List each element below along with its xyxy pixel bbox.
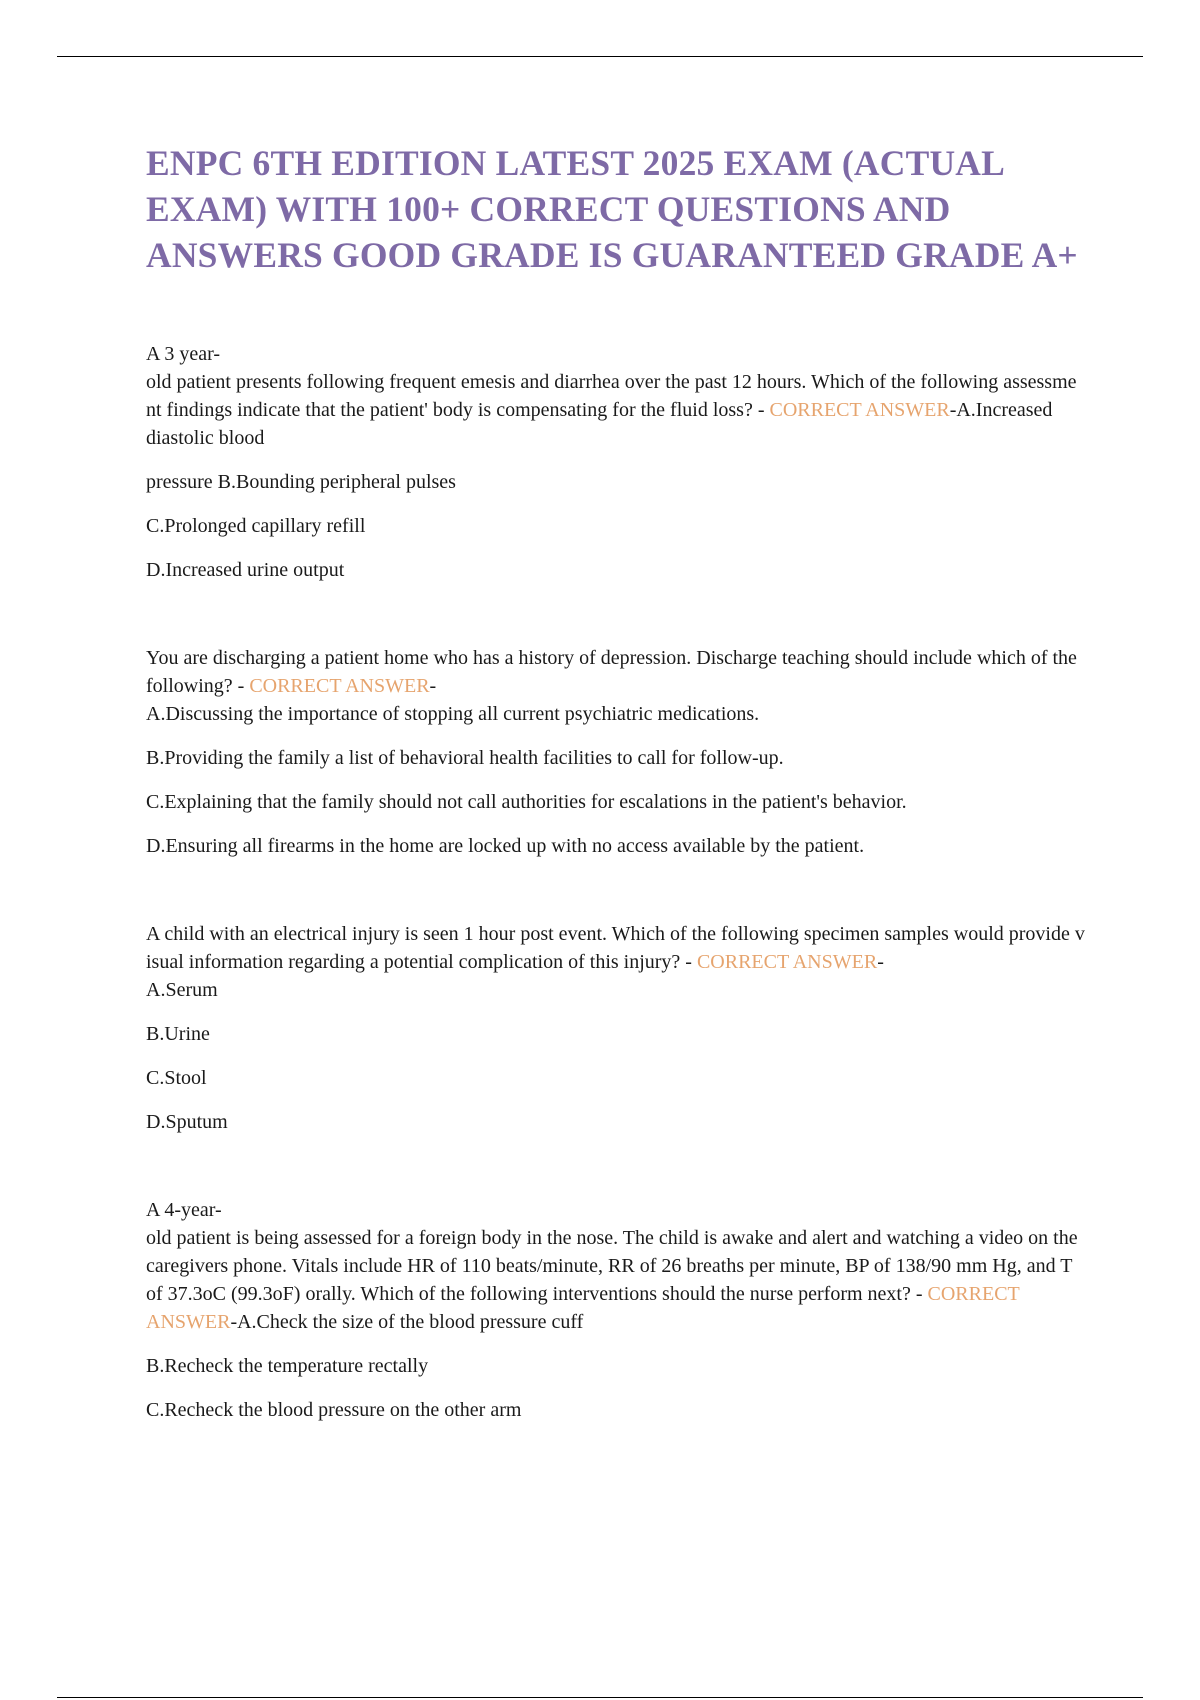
answer-option: D.Ensuring all firearms in the home are locked up with no access available by the patient. xyxy=(146,835,865,857)
correct-answer-label: CORRECT ANSWER xyxy=(769,399,950,421)
question-text: old patient is being assessed for a foreign body in the nose. The child is awake and alert and watching a video on the caregivers phone. Vitals include HR of 110 beats/minute, RR of 26 breaths per minute, BP of 138/90 mm Hg, and T of 37.3oC (99.3oF) orally. Which of the following interventions should the nurse perform next? - xyxy=(146,1227,1078,1305)
question-block-1 xyxy=(146,340,1086,584)
answer-option: C.Explaining that the family should not call authorities for escalations in the patient's behavior. xyxy=(146,791,907,813)
answer-suffix: - xyxy=(877,951,884,973)
correct-answer-label: CORRECT ANSWER xyxy=(696,951,878,973)
document-body xyxy=(146,140,1086,1424)
document-title: ENPC 6TH EDITION LATEST 2025 EXAM (ACTUAL EXAM) WITH 100+ CORRECT QUESTIONS AND ANSWERS GOOD GRADE IS GUARANTEED GRADE A+ xyxy=(146,143,1078,275)
question-text: A child with an electrical injury is seen 1 hour post event. Which of the following specimen samples would provide visual information regarding a potential complication of this injury? - xyxy=(146,923,1085,973)
answer-suffix: - xyxy=(429,675,437,697)
footer-rule xyxy=(57,1697,1143,1698)
question-text: old patient presents following frequent emesis and diarrhea over the past 12 hours. Which of the following assessment findings indicate that the patient' body is compensating for the fluid loss? - xyxy=(146,371,1077,421)
answer-option: B.Recheck the temperature rectally xyxy=(146,1355,429,1377)
answer-option: C.Stool xyxy=(146,1067,207,1089)
correct-answer-label: CORRECT ANSWER xyxy=(249,675,430,697)
answer-suffix: -A.Increased diastolic blood xyxy=(146,399,1053,449)
answer-option: B.Urine xyxy=(146,1023,210,1045)
question-block-3 xyxy=(146,920,1086,1136)
question-list xyxy=(146,340,1086,1424)
answer-option-first: A.Serum xyxy=(146,979,218,1001)
question-lead: A 3 year- xyxy=(146,343,221,365)
answer-option: B.Providing the family a list of behavioral health facilities to call for follow-up. xyxy=(146,747,784,769)
answer-option: C.Prolonged capillary refill xyxy=(146,515,366,537)
answer-option: pressure B.Bounding peripheral pulses xyxy=(146,471,456,493)
answer-option-first: A.Discussing the importance of stopping all current psychiatric medications. xyxy=(146,703,760,725)
answer-option: C.Recheck the blood pressure on the other arm xyxy=(146,1399,522,1421)
answer-suffix: -A.Check the size of the blood pressure cuff xyxy=(230,1311,584,1333)
header-rule xyxy=(57,56,1143,57)
question-text: You are discharging a patient home who has a history of depression. Discharge teaching should include which of the following? - xyxy=(146,647,1077,697)
correct-answer-label: CORRECT ANSWER xyxy=(146,1283,1020,1333)
question-block-2 xyxy=(146,644,1086,860)
answer-option: D.Increased urine output xyxy=(146,559,345,581)
question-lead: A 4-year- xyxy=(146,1199,222,1221)
question-block-4 xyxy=(146,1196,1086,1424)
answer-option: D.Sputum xyxy=(146,1111,228,1133)
